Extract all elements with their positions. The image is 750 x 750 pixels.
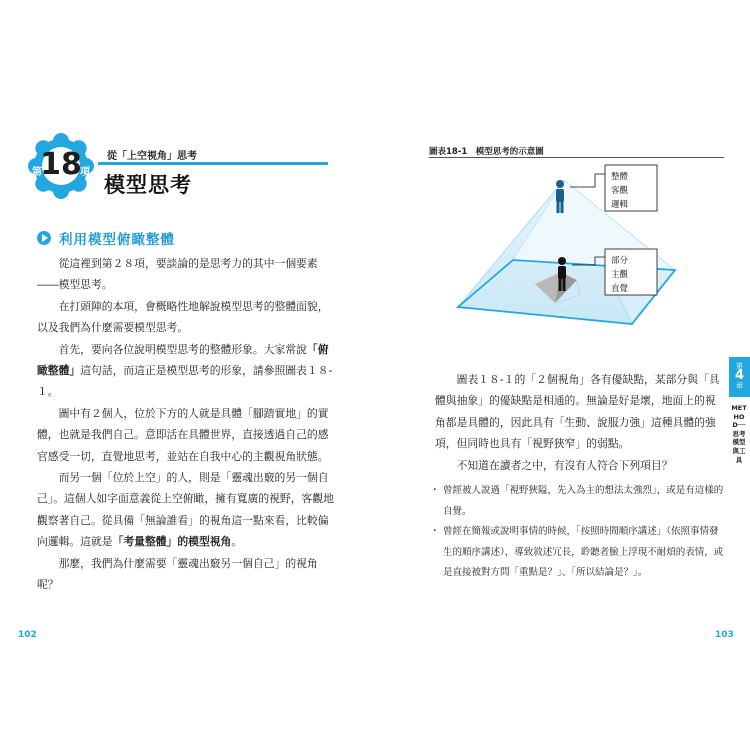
play-icon xyxy=(37,231,51,245)
paragraph xyxy=(37,467,335,553)
model-thinking-diagram xyxy=(435,162,735,362)
chapter-subtitle: 從「上空視角」思考 xyxy=(107,151,197,162)
label-bottom-2: 主觀 xyxy=(611,270,629,280)
text-span: 這句話，而這正是模型思考的形象，請參照圖表１８-１。 xyxy=(37,364,333,399)
tab-prefix: 第 xyxy=(736,362,743,370)
badge-suffix: 項 xyxy=(80,167,90,178)
chapter-tab xyxy=(729,357,750,397)
label-bottom-1: 部分 xyxy=(611,256,629,266)
bullet-list xyxy=(435,481,725,584)
section-heading xyxy=(37,228,175,248)
chapter-side-label: METHOD──思考模型與工具 xyxy=(731,404,747,464)
label-bottom-3: 直覺 xyxy=(611,284,629,294)
figure-caption-rule xyxy=(429,157,724,158)
label-top-2: 客觀 xyxy=(611,186,629,196)
paragraph: 那麼，我們為什麼需要「靈魂出竅另一個自己」的視角呢？ xyxy=(37,556,318,592)
badge-number: 18 xyxy=(40,147,82,182)
label-top-3: 邏輯 xyxy=(611,200,629,210)
paragraph: 不知道在讀者之中，有沒有人符合下列項目？ xyxy=(456,458,673,472)
item-number-badge xyxy=(28,133,94,199)
tab-chapter-number: 4 xyxy=(734,368,745,383)
tab-suffix: 章 xyxy=(736,382,743,390)
right-page xyxy=(375,0,750,750)
left-body-text xyxy=(37,253,335,596)
paragraph: 從這裡到第２８項，要談論的是思考力的其中一個要素――模型思考。 xyxy=(37,257,318,292)
paragraph xyxy=(37,339,335,403)
page-number-left: 102 xyxy=(18,630,37,640)
page-number-right: 103 xyxy=(715,630,734,640)
text-span: 。 xyxy=(231,535,243,549)
right-body-text xyxy=(435,369,723,476)
bold-phrase: 「考量整體」的模型視角 xyxy=(112,535,232,549)
label-top-1: 整體 xyxy=(611,172,629,182)
section-heading-text: 利用模型俯瞰整體 xyxy=(59,232,175,248)
paragraph: 圖表１８-１的「２個視角」各有優缺點，某部分與「具體與抽象」的優缺點是相通的。無論是好是壞，地面上的視角都是具體的，因此具有「生動、說服力強」這種具體的強項，但同時也具有「視野狹窄」的弱點。 xyxy=(435,373,720,451)
title-divider xyxy=(98,162,328,165)
paragraph: 圖中有２個人，位於下方的人就是具體「腳踏實地」的實體，也就是我們自己。意即活在具體世界，直接透過自己的感官感受一切，直覺地思考，並站在自我中心的主觀視角狀態。 xyxy=(37,406,329,463)
figure-caption: 圖表18-1 模型思考的示意圖 xyxy=(429,147,544,157)
list-item: ・ 曾經在簡報或說明事情的時候，「按照時間順序講述」（依照事情發生的順序講述），導致敘述冗長，聆聽者臉上浮現不耐煩的表情，或是直接被對方問「重點是？」、「所以結論是？」。 xyxy=(435,522,725,584)
chapter-title: 模型思考 xyxy=(104,173,192,197)
badge-prefix: 第 xyxy=(32,167,42,178)
list-item: ・ 曾經被人說過「視野狹隘，先入為主的想法太強烈」，或是有這樣的自覺。 xyxy=(435,481,725,522)
paragraph: 在打頭陣的本項，會概略性地解說模型思考的整體面貌，以及我們為什麼需要模型思考。 xyxy=(37,299,329,335)
text-span: 而另一個「位於上空」的人，則是「靈魂出竅的另一個自己」。這個人如字面意義從上空俯瞰，擁有寬廣的視野，客觀地觀察著自己。從具備「無論誰看」的視角這一點來看，比較偏向邏輯。這就是 xyxy=(37,471,334,549)
bold-phrase: 「俯瞰整體」 xyxy=(37,342,329,378)
text-span: 首先，要向各位說明模型思考的整體形象。大家常說 xyxy=(58,342,307,356)
